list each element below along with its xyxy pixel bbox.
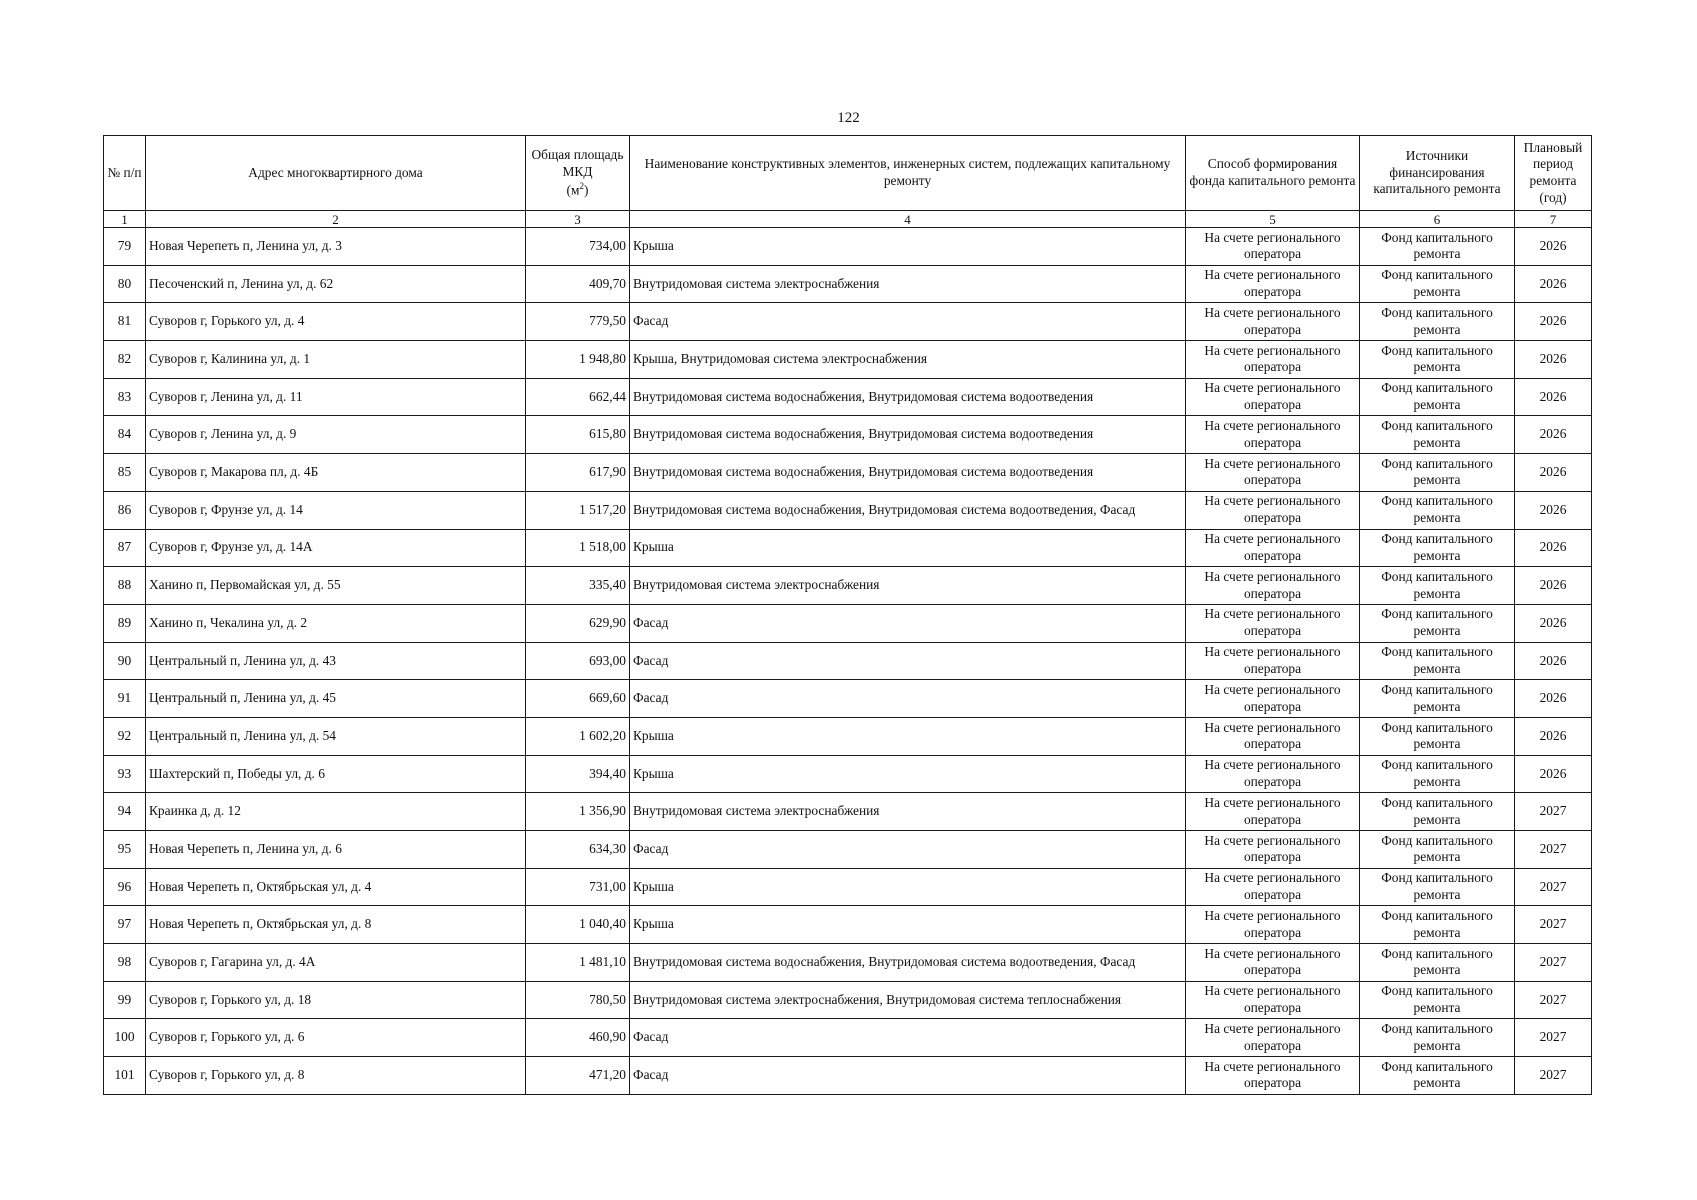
row-number: 98	[104, 944, 146, 982]
row-financing-source: Фонд капитального ремонта	[1360, 378, 1515, 416]
row-area: 471,20	[526, 1057, 630, 1095]
row-planned-year: 2027	[1515, 944, 1592, 982]
row-elements: Крыша	[630, 717, 1186, 755]
row-elements: Крыша	[630, 228, 1186, 266]
column-number: 4	[630, 211, 1186, 228]
row-planned-year: 2026	[1515, 529, 1592, 567]
row-area: 1 602,20	[526, 717, 630, 755]
header-area-unit-sup: 2	[579, 180, 584, 191]
row-planned-year: 2026	[1515, 454, 1592, 492]
row-planned-year: 2027	[1515, 793, 1592, 831]
row-area: 1 517,20	[526, 491, 630, 529]
row-planned-year: 2026	[1515, 604, 1592, 642]
row-area: 669,60	[526, 680, 630, 718]
row-fund-method: На счете регионального оператора	[1186, 1057, 1360, 1095]
row-financing-source: Фонд капитального ремонта	[1360, 717, 1515, 755]
row-fund-method: На счете регионального оператора	[1186, 529, 1360, 567]
table-row	[104, 944, 1592, 982]
row-area: 780,50	[526, 981, 630, 1019]
table-row	[104, 604, 1592, 642]
row-address: Суворов г, Фрунзе ул, д. 14А	[146, 529, 526, 567]
row-financing-source: Фонд капитального ремонта	[1360, 567, 1515, 605]
row-area: 615,80	[526, 416, 630, 454]
row-area: 394,40	[526, 755, 630, 793]
row-planned-year: 2026	[1515, 228, 1592, 266]
row-elements: Фасад	[630, 642, 1186, 680]
row-fund-method: На счете регионального оператора	[1186, 981, 1360, 1019]
header-area	[526, 136, 630, 211]
row-elements: Внутридомовая система водоснабжения, Внутридомовая система водоотведения	[630, 416, 1186, 454]
row-fund-method: На счете регионального оператора	[1186, 793, 1360, 831]
row-area: 629,90	[526, 604, 630, 642]
row-number: 100	[104, 1019, 146, 1057]
row-financing-source: Фонд капитального ремонта	[1360, 416, 1515, 454]
row-address: Суворов г, Фрунзе ул, д. 14	[146, 491, 526, 529]
row-address: Ханино п, Первомайская ул, д. 55	[146, 567, 526, 605]
row-number: 93	[104, 755, 146, 793]
table-row	[104, 265, 1592, 303]
table-row	[104, 755, 1592, 793]
row-elements: Крыша	[630, 755, 1186, 793]
row-planned-year: 2026	[1515, 265, 1592, 303]
row-number: 88	[104, 567, 146, 605]
row-financing-source: Фонд капитального ремонта	[1360, 228, 1515, 266]
row-area: 1 518,00	[526, 529, 630, 567]
table-row	[104, 1019, 1592, 1057]
row-number: 82	[104, 341, 146, 379]
row-area: 734,00	[526, 228, 630, 266]
row-address: Суворов г, Горького ул, д. 18	[146, 981, 526, 1019]
row-elements: Внутридомовая система водоснабжения, Внутридомовая система водоотведения	[630, 454, 1186, 492]
row-address: Новая Черепеть п, Ленина ул, д. 6	[146, 831, 526, 869]
row-address: Новая Черепеть п, Октябрьская ул, д. 4	[146, 868, 526, 906]
row-area: 617,90	[526, 454, 630, 492]
row-address: Суворов г, Горького ул, д. 4	[146, 303, 526, 341]
row-fund-method: На счете регионального оператора	[1186, 378, 1360, 416]
row-elements: Внутридомовая система водоснабжения, Внутридомовая система водоотведения, Фасад	[630, 491, 1186, 529]
row-elements: Фасад	[630, 680, 1186, 718]
row-number: 97	[104, 906, 146, 944]
row-fund-method: На счете регионального оператора	[1186, 680, 1360, 718]
row-fund-method: На счете регионального оператора	[1186, 604, 1360, 642]
row-financing-source: Фонд капитального ремонта	[1360, 1019, 1515, 1057]
row-planned-year: 2027	[1515, 1019, 1592, 1057]
table-row	[104, 717, 1592, 755]
row-address: Песоченский п, Ленина ул, д. 62	[146, 265, 526, 303]
row-elements: Фасад	[630, 831, 1186, 869]
table-row	[104, 793, 1592, 831]
row-area: 662,44	[526, 378, 630, 416]
header-fund-method: Способ формирования фонда капитального ремонта	[1186, 136, 1360, 211]
row-address: Новая Черепеть п, Октябрьская ул, д. 8	[146, 906, 526, 944]
row-financing-source: Фонд капитального ремонта	[1360, 1057, 1515, 1095]
row-elements: Крыша	[630, 906, 1186, 944]
row-fund-method: На счете регионального оператора	[1186, 717, 1360, 755]
row-number: 81	[104, 303, 146, 341]
row-financing-source: Фонд капитального ремонта	[1360, 341, 1515, 379]
row-area: 1 948,80	[526, 341, 630, 379]
row-area: 409,70	[526, 265, 630, 303]
row-planned-year: 2026	[1515, 341, 1592, 379]
header-period: Плановый период ремонта (год)	[1515, 136, 1592, 211]
row-number: 94	[104, 793, 146, 831]
row-financing-source: Фонд капитального ремонта	[1360, 755, 1515, 793]
row-area: 693,00	[526, 642, 630, 680]
table-row	[104, 1057, 1592, 1095]
row-address: Краинка д, д. 12	[146, 793, 526, 831]
row-fund-method: На счете регионального оператора	[1186, 1019, 1360, 1057]
row-address: Центральный п, Ленина ул, д. 43	[146, 642, 526, 680]
table-row	[104, 981, 1592, 1019]
row-area: 1 040,40	[526, 906, 630, 944]
row-planned-year: 2027	[1515, 906, 1592, 944]
row-planned-year: 2027	[1515, 831, 1592, 869]
row-financing-source: Фонд капитального ремонта	[1360, 981, 1515, 1019]
row-number: 79	[104, 228, 146, 266]
row-number: 92	[104, 717, 146, 755]
row-elements: Внутридомовая система электроснабжения	[630, 793, 1186, 831]
row-fund-method: На счете регионального оператора	[1186, 341, 1360, 379]
row-number: 87	[104, 529, 146, 567]
table-row	[104, 567, 1592, 605]
page-number: 122	[837, 110, 860, 126]
row-fund-method: На счете регионального оператора	[1186, 868, 1360, 906]
row-planned-year: 2026	[1515, 491, 1592, 529]
row-financing-source: Фонд капитального ремонта	[1360, 944, 1515, 982]
row-number: 85	[104, 454, 146, 492]
row-area: 460,90	[526, 1019, 630, 1057]
row-number: 83	[104, 378, 146, 416]
row-planned-year: 2026	[1515, 567, 1592, 605]
row-fund-method: На счете регионального оператора	[1186, 944, 1360, 982]
row-address: Суворов г, Ленина ул, д. 11	[146, 378, 526, 416]
header-area-label: Общая площадь МКД	[531, 147, 624, 179]
table-row	[104, 341, 1592, 379]
row-address: Суворов г, Макарова пл, д. 4Б	[146, 454, 526, 492]
row-fund-method: На счете регионального оператора	[1186, 265, 1360, 303]
row-number: 91	[104, 680, 146, 718]
row-financing-source: Фонд капитального ремонта	[1360, 604, 1515, 642]
table-header-row	[104, 136, 1592, 211]
row-fund-method: На счете регионального оператора	[1186, 491, 1360, 529]
row-financing-source: Фонд капитального ремонта	[1360, 831, 1515, 869]
table-row	[104, 454, 1592, 492]
row-fund-method: На счете регионального оператора	[1186, 567, 1360, 605]
row-elements: Крыша	[630, 868, 1186, 906]
row-fund-method: На счете регионального оператора	[1186, 303, 1360, 341]
row-address: Ханино п, Чекалина ул, д. 2	[146, 604, 526, 642]
row-number: 84	[104, 416, 146, 454]
row-number: 80	[104, 265, 146, 303]
row-elements: Фасад	[630, 1057, 1186, 1095]
row-planned-year: 2026	[1515, 416, 1592, 454]
row-number: 101	[104, 1057, 146, 1095]
row-financing-source: Фонд капитального ремонта	[1360, 491, 1515, 529]
table-row	[104, 831, 1592, 869]
row-financing-source: Фонд капитального ремонта	[1360, 680, 1515, 718]
table-body	[104, 228, 1592, 1095]
table-row	[104, 303, 1592, 341]
row-planned-year: 2026	[1515, 755, 1592, 793]
header-area-unit: (м	[566, 182, 580, 198]
row-elements: Внутридомовая система электроснабжения	[630, 265, 1186, 303]
row-fund-method: На счете регионального оператора	[1186, 228, 1360, 266]
row-planned-year: 2026	[1515, 378, 1592, 416]
row-address: Новая Черепеть п, Ленина ул, д. 3	[146, 228, 526, 266]
row-planned-year: 2026	[1515, 717, 1592, 755]
column-number: 1	[104, 211, 146, 228]
table-row	[104, 378, 1592, 416]
row-elements: Фасад	[630, 604, 1186, 642]
row-address: Суворов г, Горького ул, д. 8	[146, 1057, 526, 1095]
table-row	[104, 868, 1592, 906]
table-row	[104, 228, 1592, 266]
row-financing-source: Фонд капитального ремонта	[1360, 906, 1515, 944]
row-elements: Фасад	[630, 1019, 1186, 1057]
column-number: 6	[1360, 211, 1515, 228]
row-elements: Внутридомовая система электроснабжения, Внутридомовая система теплоснабжения	[630, 981, 1186, 1019]
table-row	[104, 529, 1592, 567]
row-fund-method: На счете регионального оператора	[1186, 755, 1360, 793]
row-planned-year: 2027	[1515, 1057, 1592, 1095]
row-address: Суворов г, Ленина ул, д. 9	[146, 416, 526, 454]
row-area: 1 356,90	[526, 793, 630, 831]
row-number: 90	[104, 642, 146, 680]
row-financing-source: Фонд капитального ремонта	[1360, 529, 1515, 567]
header-financing: Источники финансирования капитального ремонта	[1360, 136, 1515, 211]
row-area: 335,40	[526, 567, 630, 605]
row-fund-method: На счете регионального оператора	[1186, 906, 1360, 944]
row-planned-year: 2027	[1515, 981, 1592, 1019]
table-row	[104, 906, 1592, 944]
row-area: 1 481,10	[526, 944, 630, 982]
row-area: 634,30	[526, 831, 630, 869]
row-planned-year: 2026	[1515, 642, 1592, 680]
row-elements: Внутридомовая система электроснабжения	[630, 567, 1186, 605]
table-row	[104, 491, 1592, 529]
row-elements: Внутридомовая система водоснабжения, Внутридомовая система водоотведения	[630, 378, 1186, 416]
row-financing-source: Фонд капитального ремонта	[1360, 642, 1515, 680]
row-number: 95	[104, 831, 146, 869]
row-fund-method: На счете регионального оператора	[1186, 831, 1360, 869]
row-financing-source: Фонд капитального ремонта	[1360, 265, 1515, 303]
column-number: 5	[1186, 211, 1360, 228]
row-planned-year: 2026	[1515, 680, 1592, 718]
row-elements: Крыша	[630, 529, 1186, 567]
column-number: 2	[146, 211, 526, 228]
row-address: Суворов г, Калинина ул, д. 1	[146, 341, 526, 379]
row-elements: Фасад	[630, 303, 1186, 341]
row-fund-method: На счете регионального оператора	[1186, 642, 1360, 680]
column-number: 7	[1515, 211, 1592, 228]
row-address: Центральный п, Ленина ул, д. 45	[146, 680, 526, 718]
row-address: Центральный п, Ленина ул, д. 54	[146, 717, 526, 755]
column-number-row	[104, 211, 1592, 228]
table-row	[104, 416, 1592, 454]
row-planned-year: 2026	[1515, 303, 1592, 341]
row-number: 86	[104, 491, 146, 529]
row-address: Суворов г, Гагарина ул, д. 4А	[146, 944, 526, 982]
row-fund-method: На счете регионального оператора	[1186, 454, 1360, 492]
row-area: 731,00	[526, 868, 630, 906]
row-address: Шахтерский п, Победы ул, д. 6	[146, 755, 526, 793]
header-area-unit-close: )	[583, 182, 589, 198]
column-number: 3	[526, 211, 630, 228]
row-financing-source: Фонд капитального ремонта	[1360, 793, 1515, 831]
table-row	[104, 680, 1592, 718]
row-elements: Крыша, Внутридомовая система электроснабжения	[630, 341, 1186, 379]
row-fund-method: На счете регионального оператора	[1186, 416, 1360, 454]
table-row	[104, 642, 1592, 680]
row-number: 96	[104, 868, 146, 906]
row-elements: Внутридомовая система водоснабжения, Внутридомовая система водоотведения, Фасад	[630, 944, 1186, 982]
header-elements: Наименование конструктивных элементов, инженерных систем, подлежащих капитальному ремонту	[630, 136, 1186, 211]
header-address: Адрес многоквартирного дома	[146, 136, 526, 211]
header-num: № п/п	[104, 136, 146, 211]
row-number: 99	[104, 981, 146, 1019]
row-address: Суворов г, Горького ул, д. 6	[146, 1019, 526, 1057]
row-financing-source: Фонд капитального ремонта	[1360, 454, 1515, 492]
row-number: 89	[104, 604, 146, 642]
repair-program-table	[103, 135, 1592, 1095]
row-planned-year: 2027	[1515, 868, 1592, 906]
row-area: 779,50	[526, 303, 630, 341]
row-financing-source: Фонд капитального ремонта	[1360, 868, 1515, 906]
row-financing-source: Фонд капитального ремонта	[1360, 303, 1515, 341]
